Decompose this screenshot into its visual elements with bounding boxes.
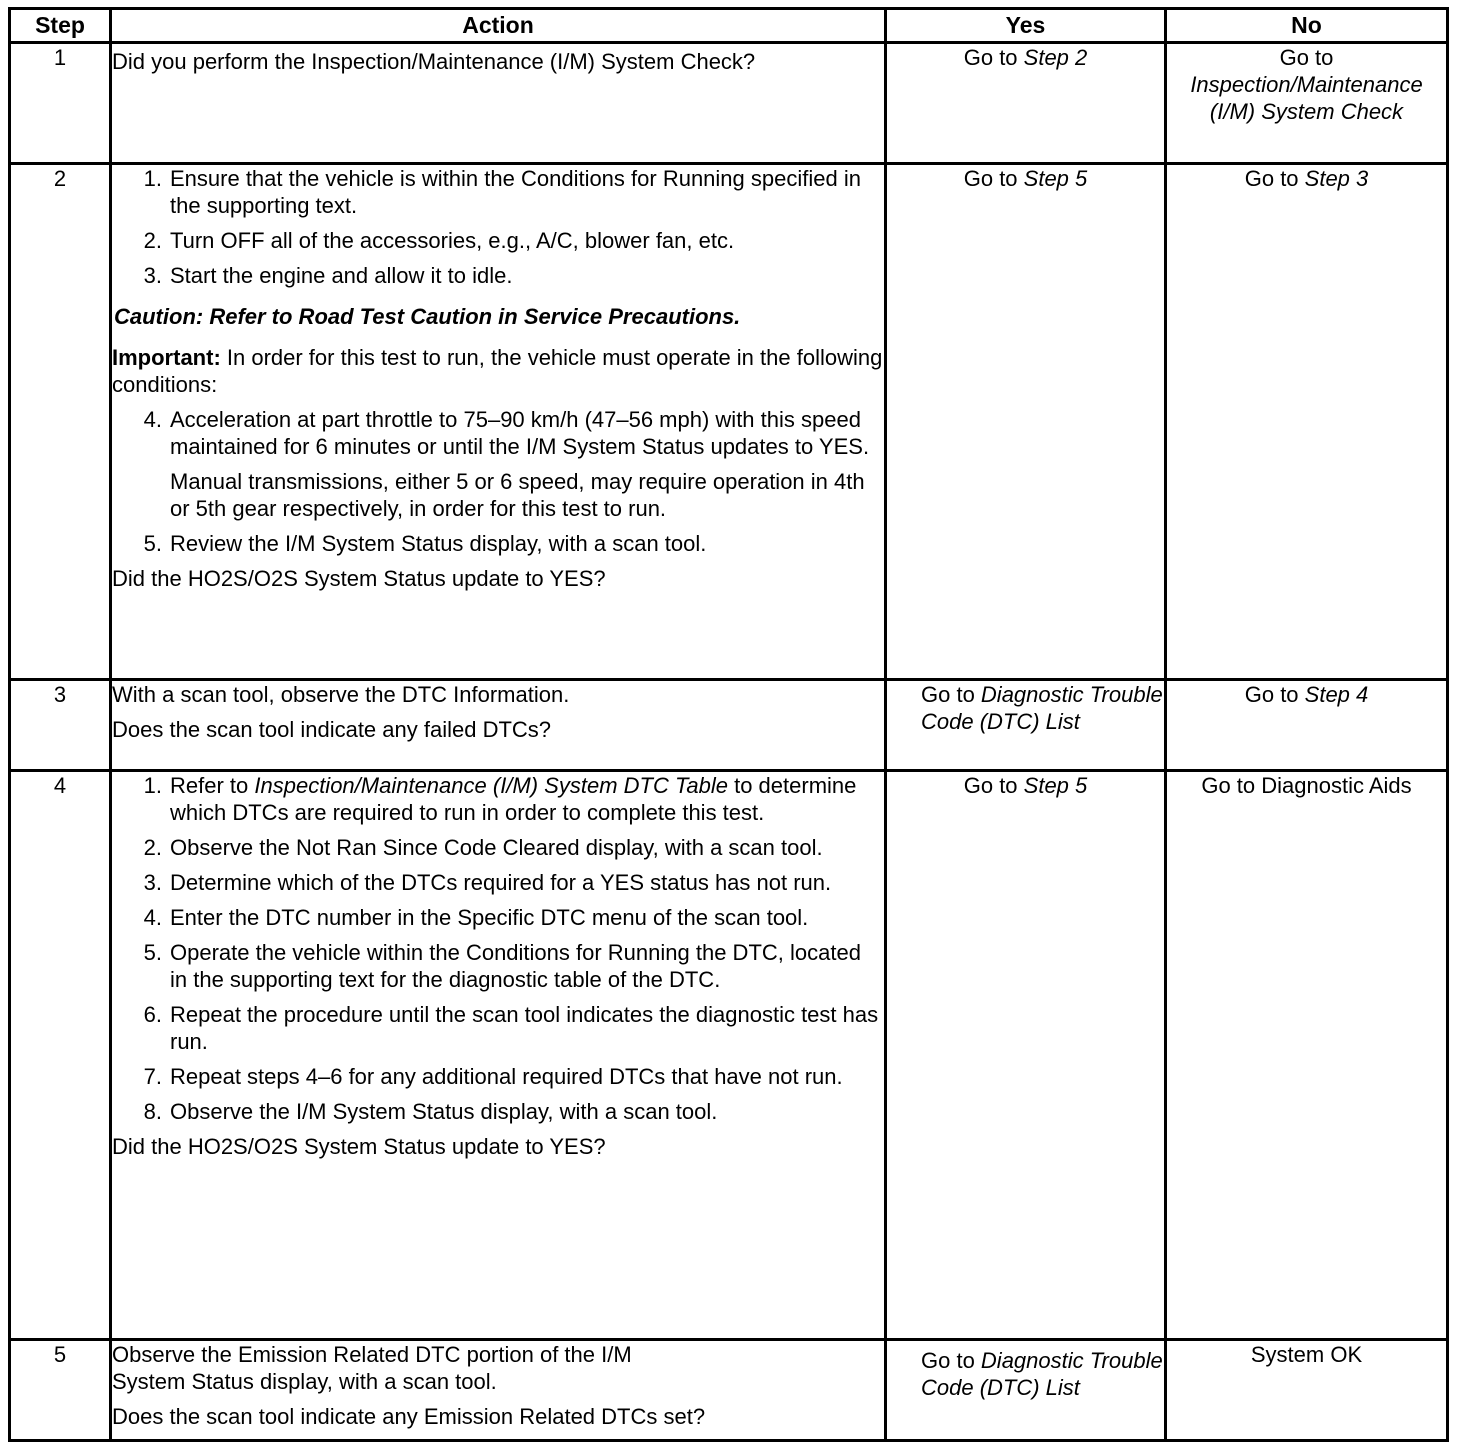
list-item [112,406,884,460]
item-number: 5. [143,531,162,556]
question-text: Does the scan tool indicate any Emission Related DTCs set? [112,1404,706,1429]
procedure-list [112,406,884,460]
list-item [112,939,884,993]
item-text: Acceleration at part throttle to 75–90 km/h (47–56 mph) with this speed maintained for 6 minutes or until the I/M System Status updates to YES. [170,407,870,459]
item-number: 3. [143,263,162,288]
no-prefix: Go to [1244,682,1305,707]
important-text: In order for this test to run, the vehicle must operate in the following conditions: [112,345,883,397]
important-label: Important: [112,345,221,370]
list-item [112,772,884,826]
yes-prefix: Go to [963,166,1024,191]
yes-cell [886,43,1166,164]
diagnostic-table [8,7,1449,1442]
question-text: Did the HO2S/O2S System Status update to YES? [112,566,606,591]
procedure-list [112,165,884,289]
action-cell [111,680,886,771]
yes-prefix: Go to [963,773,1024,798]
list-item [112,227,884,254]
item-number: 4. [143,905,162,930]
table-row-step-4 [10,771,1448,1340]
item-number: 5. [143,940,162,965]
table-row-step-1 [10,43,1448,164]
dtc-table-link[interactable]: Inspection/Maintenance (I/M) System DTC Table [254,773,728,798]
yes-cell [886,771,1166,1340]
table-row-step-3 [10,680,1448,771]
item-number: 1. [143,773,162,798]
yes-prefix: Go to [921,1348,981,1373]
yes-prefix: Go to [921,682,981,707]
list-item [112,1063,884,1090]
list-item [112,165,884,219]
item-text: Start the engine and allow it to idle. [170,263,513,288]
procedure-list [112,530,884,557]
item-text: Repeat steps 4–6 for any additional required DTCs that have not run. [170,1064,843,1089]
item-number: 3. [143,870,162,895]
question-text: Did the HO2S/O2S System Status update to YES? [112,1134,606,1159]
item-text: Turn OFF all of the accessories, e.g., A/C, blower fan, etc. [170,228,735,253]
yes-link-dtc-list[interactable]: Diagnostic Trouble Code (DTC) List [921,682,1163,734]
instruction-text: Observe the Emission Related DTC portion of the I/M System Status display, with a scan tool. [112,1342,632,1394]
yes-cell [886,1340,1166,1441]
instruction-text: With a scan tool, observe the DTC Information. [112,682,570,707]
result-system-ok: System OK [1250,1342,1363,1367]
no-cell [1166,1340,1448,1441]
header-action: Action [111,9,886,43]
action-cell [111,164,886,680]
item-text: Observe the I/M System Status display, with a scan tool. [170,1099,718,1124]
item-number: 6. [143,1002,162,1027]
header-step: Step [10,9,111,43]
no-prefix: Go to [1244,166,1305,191]
action-cell [111,43,886,164]
table-row-step-5 [10,1340,1448,1441]
no-link-im-system-check[interactable]: Inspection/Maintenance (I/M) System Check [1190,72,1423,124]
caution-note: Caution: Refer to Road Test Caution in Service Precautions. [114,304,741,329]
table-row-step-2 [10,164,1448,680]
no-link-step-3[interactable]: Step 3 [1304,166,1369,191]
no-cell [1166,43,1448,164]
item-text: Determine which of the DTCs required for a YES status has not run. [170,870,832,895]
yes-link-step-5[interactable]: Step 5 [1023,166,1088,191]
item-number: 2. [143,835,162,860]
question-text: Does the scan tool indicate any failed DTCs? [112,717,552,742]
step-number: 5 [10,1340,111,1441]
no-link-step-4[interactable]: Step 4 [1304,682,1369,707]
no-prefix: Go to [1279,45,1334,70]
procedure-list [112,772,884,1125]
item-text: Operate the vehicle within the Conditions for Running the DTC, located in the supporting text for the diagnostic table of the DTC. [170,940,861,992]
item-number: 2. [143,228,162,253]
no-cell [1166,680,1448,771]
action-cell [111,771,886,1340]
item-text [170,772,884,826]
item-number: 7. [143,1064,162,1089]
yes-cell [886,164,1166,680]
item-number: 1. [143,166,162,191]
action-cell [111,1340,886,1441]
yes-link-step-2[interactable]: Step 2 [1023,45,1088,70]
item-text: Repeat the procedure until the scan tool indicates the diagnostic test has run. [170,1002,879,1054]
item-text: Enter the DTC number in the Specific DTC menu of the scan tool. [170,905,809,930]
step-number: 2 [10,164,111,680]
item-text: Observe the Not Ran Since Code Cleared display, with a scan tool. [170,835,823,860]
item-text: Review the I/M System Status display, with a scan tool. [170,531,707,556]
question-text: Did you perform the Inspection/Maintenance (I/M) System Check? [112,49,756,74]
yes-link-step-5[interactable]: Step 5 [1023,773,1088,798]
no-link-diagnostic-aids[interactable]: Go to Diagnostic Aids [1201,773,1412,798]
step-number: 4 [10,771,111,1340]
header-row [10,9,1448,43]
list-item [112,1098,884,1125]
no-cell [1166,164,1448,680]
manual-transmission-note: Manual transmissions, either 5 or 6 speed, may require operation in 4th or 5th gear respectively, in order for this test to run. [170,469,865,521]
header-no: No [1166,9,1448,43]
yes-link-dtc-list[interactable]: Diagnostic Trouble Code (DTC) List [921,1348,1163,1400]
list-item [112,869,884,896]
item-text: Ensure that the vehicle is within the Conditions for Running specified in the supporting text. [170,166,861,218]
item-suffix: to determine which DTCs are required to run in order to complete this test. [170,773,857,825]
no-cell [1166,771,1448,1340]
step-number: 1 [10,43,111,164]
item-number: 8. [143,1099,162,1124]
yes-cell [886,680,1166,771]
important-note [112,344,884,398]
yes-prefix: Go to [963,45,1024,70]
step-number: 3 [10,680,111,771]
list-item [112,834,884,861]
header-yes: Yes [886,9,1166,43]
list-item [112,904,884,931]
list-item [112,1001,884,1055]
item-number: 4. [143,407,162,432]
list-item [112,262,884,289]
list-item [112,530,884,557]
item-prefix: Refer to [170,773,255,798]
